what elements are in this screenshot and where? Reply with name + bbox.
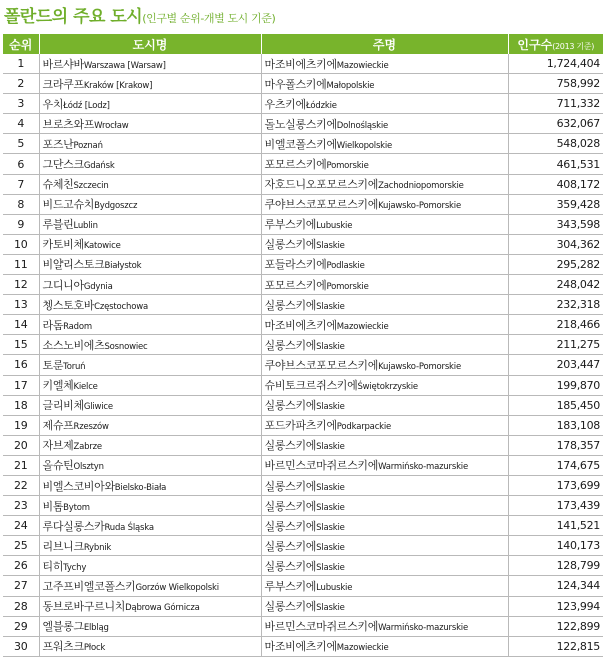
population-cell: 174,675	[508, 455, 603, 475]
city-name-ko: 비드고슈치	[42, 198, 95, 212]
province-name-en: Slaskie	[316, 542, 345, 553]
population-cell: 122,899	[508, 616, 603, 636]
city-name-en: Dąbrowa Górnicza	[125, 603, 200, 614]
city-cell	[39, 375, 261, 395]
city-name-en: Kielce	[73, 382, 98, 393]
province-name-ko: 쿠야브스코포모르스키에	[264, 198, 379, 212]
city-name-en: Elbląg	[83, 623, 109, 634]
rank-cell: 4	[3, 114, 39, 134]
population-cell: 140,173	[508, 536, 603, 556]
city-name-ko: 토룬	[42, 358, 64, 372]
province-name-en: Slaskie	[316, 502, 345, 513]
population-cell: 359,428	[508, 194, 603, 214]
province-name-en: Slaskie	[316, 603, 345, 614]
city-name-ko: 라돔	[42, 318, 64, 332]
city-cell	[39, 616, 261, 636]
city-name-ko: 크라쿠프	[42, 77, 84, 91]
population-cell: 173,439	[508, 496, 603, 516]
province-cell	[261, 94, 508, 114]
city-cell	[39, 576, 261, 596]
population-cell: 1,724,404	[508, 54, 603, 74]
province-name-en: Slaskie	[316, 562, 345, 573]
province-name-ko: 포모르스키에	[264, 278, 327, 292]
rank-cell: 15	[3, 335, 39, 355]
province-name-en: Warmińsko-mazurskie	[378, 623, 468, 634]
table-row	[3, 435, 603, 455]
rank-cell: 25	[3, 536, 39, 556]
rank-cell: 11	[3, 254, 39, 274]
province-cell	[261, 475, 508, 495]
title-subtitle: (인구별 순위-개별 도시 기준)	[142, 12, 276, 25]
population-cell: 632,067	[508, 114, 603, 134]
province-cell	[261, 496, 508, 516]
city-name-ko: 엘블롱그	[42, 620, 84, 634]
province-name-ko: 포들라스키에	[264, 258, 327, 272]
city-name-en: Katowice	[83, 241, 121, 252]
province-cell	[261, 154, 508, 174]
rank-cell: 18	[3, 395, 39, 415]
table-row	[3, 616, 603, 636]
province-name-ko: 실롱스키에	[264, 298, 317, 312]
province-name-en: Małopolskie	[326, 80, 375, 91]
province-name-ko: 실롱스키에	[264, 338, 317, 352]
population-cell: 128,799	[508, 556, 603, 576]
city-name-ko: 비엘스코비아와	[42, 479, 115, 493]
rank-cell: 28	[3, 596, 39, 616]
rank-cell: 24	[3, 516, 39, 536]
city-name-ko: 그디니아	[42, 278, 84, 292]
table-row	[3, 154, 603, 174]
table-row	[3, 214, 603, 234]
city-cell	[39, 54, 261, 74]
city-cell	[39, 415, 261, 435]
city-name-en: Rybnik	[83, 542, 112, 553]
rank-cell: 21	[3, 455, 39, 475]
rank-cell: 10	[3, 234, 39, 254]
population-cell: 343,598	[508, 214, 603, 234]
header-city: 도시명	[39, 34, 261, 54]
table-row	[3, 516, 603, 536]
province-name-ko: 실롱스키에	[264, 559, 317, 573]
table-row	[3, 455, 603, 475]
rank-cell: 6	[3, 154, 39, 174]
city-name-ko: 비얄리스토크	[42, 258, 105, 272]
city-cell	[39, 315, 261, 335]
province-name-ko: 슈비토크르쥐스키에	[264, 379, 358, 393]
city-name-ko: 고주프비엘코폴스키	[42, 579, 136, 593]
province-name-ko: 실롱스키에	[264, 539, 317, 553]
province-name-ko: 루부스키에	[264, 579, 317, 593]
city-cell	[39, 74, 261, 94]
province-name-en: Dolnośląskie	[336, 120, 389, 131]
city-name-ko: 비톰	[42, 499, 64, 513]
province-name-ko: 비엘코폴스키에	[264, 137, 337, 151]
population-cell: 183,108	[508, 415, 603, 435]
city-name-en: Olsztyn	[73, 462, 104, 473]
province-cell	[261, 616, 508, 636]
population-cell: 173,699	[508, 475, 603, 495]
table-row	[3, 415, 603, 435]
table-row	[3, 556, 603, 576]
province-name-ko: 포드카파츠키에	[264, 419, 337, 433]
city-cell	[39, 94, 261, 114]
province-cell	[261, 275, 508, 295]
province-cell	[261, 375, 508, 395]
rank-cell: 8	[3, 194, 39, 214]
city-name-en: Toruń	[63, 361, 86, 372]
city-cell	[39, 114, 261, 134]
population-cell: 185,450	[508, 395, 603, 415]
city-name-en: Bydgoszcz	[94, 201, 138, 212]
table-row	[3, 576, 603, 596]
province-cell	[261, 395, 508, 415]
population-cell: 295,282	[508, 254, 603, 274]
population-cell: 178,357	[508, 435, 603, 455]
province-cell	[261, 536, 508, 556]
city-name-en: Łódź [Lodz]	[63, 100, 110, 111]
city-cell	[39, 496, 261, 516]
city-name-ko: 키엘체	[42, 379, 74, 393]
province-name-ko: 실롱스키에	[264, 439, 317, 453]
table-row	[3, 54, 603, 74]
province-cell	[261, 335, 508, 355]
city-ranking-table	[3, 34, 603, 657]
rank-cell: 12	[3, 275, 39, 295]
city-name-en: Lublin	[73, 221, 98, 232]
city-cell	[39, 355, 261, 375]
city-cell	[39, 516, 261, 536]
rank-cell: 7	[3, 174, 39, 194]
city-name-en: Wrocław	[94, 120, 129, 131]
table-row	[3, 496, 603, 516]
city-name-en: Bytom	[63, 502, 90, 513]
table-row	[3, 636, 603, 656]
province-name-ko: 쿠야브스코포모르스키에	[264, 358, 379, 372]
city-name-ko: 그단스크	[42, 158, 84, 172]
population-cell: 122,815	[508, 636, 603, 656]
rank-cell: 9	[3, 214, 39, 234]
table-body	[3, 54, 603, 656]
province-name-en: Podkarpackie	[336, 422, 392, 433]
header-population	[508, 34, 603, 54]
rank-cell: 13	[3, 295, 39, 315]
city-name-en: Poznań	[73, 140, 103, 151]
table-row	[3, 275, 603, 295]
province-name-en: Kujawsko-Pomorskie	[378, 201, 461, 212]
rank-cell: 30	[3, 636, 39, 656]
city-name-en: Ruda Śląska	[104, 522, 154, 533]
province-cell	[261, 455, 508, 475]
province-name-ko: 바르민스코마쥐르스키에	[264, 459, 379, 473]
city-cell	[39, 636, 261, 656]
province-name-en: Pomorskie	[326, 161, 369, 172]
province-name-ko: 마우폴스키에	[264, 77, 327, 91]
page-title	[4, 2, 275, 32]
province-cell	[261, 194, 508, 214]
population-cell: 304,362	[508, 234, 603, 254]
population-cell: 211,275	[508, 335, 603, 355]
table-row	[3, 375, 603, 395]
province-name-ko: 루부스키에	[264, 218, 317, 232]
province-name-en: Świętokrzyskie	[357, 382, 418, 393]
province-cell	[261, 114, 508, 134]
province-name-en: Mazowieckie	[336, 643, 389, 654]
city-cell	[39, 395, 261, 415]
rank-cell: 5	[3, 134, 39, 154]
city-cell	[39, 134, 261, 154]
province-name-en: Mazowieckie	[336, 321, 389, 332]
province-cell	[261, 636, 508, 656]
population-cell: 758,992	[508, 74, 603, 94]
city-name-en: Białystok	[104, 261, 142, 272]
city-name-en: Sosnowiec	[104, 341, 148, 352]
population-cell: 548,028	[508, 134, 603, 154]
city-name-en: Bielsko-Biała	[114, 482, 167, 493]
province-name-ko: 바르민스코마쥐르스키에	[264, 620, 379, 634]
rank-cell: 14	[3, 315, 39, 335]
city-cell	[39, 254, 261, 274]
rank-cell: 26	[3, 556, 39, 576]
city-name-en: Gorzów Wielkopolski	[135, 582, 219, 593]
table-row	[3, 74, 603, 94]
province-name-en: Lubuskie	[316, 582, 353, 593]
rank-cell: 1	[3, 54, 39, 74]
province-cell	[261, 355, 508, 375]
province-name-ko: 실롱스키에	[264, 519, 317, 533]
population-cell: 218,466	[508, 315, 603, 335]
population-cell: 124,344	[508, 576, 603, 596]
table-row	[3, 194, 603, 214]
table-row	[3, 114, 603, 134]
province-name-en: Łódzkie	[305, 100, 337, 111]
city-cell	[39, 194, 261, 214]
province-cell	[261, 74, 508, 94]
population-cell: 408,172	[508, 174, 603, 194]
province-name-en: Slaskie	[316, 482, 345, 493]
city-cell	[39, 455, 261, 475]
province-cell	[261, 516, 508, 536]
province-cell	[261, 315, 508, 335]
city-name-en: Rzeszów	[73, 422, 109, 433]
province-name-en: Mazowieckie	[336, 60, 389, 71]
province-name-en: Slaskie	[316, 241, 345, 252]
province-cell	[261, 174, 508, 194]
province-name-ko: 포모르스키에	[264, 158, 327, 172]
table-row	[3, 174, 603, 194]
rank-cell: 20	[3, 435, 39, 455]
table-row	[3, 295, 603, 315]
city-cell	[39, 435, 261, 455]
province-name-en: Kujawsko-Pomorskie	[378, 361, 461, 372]
table-row	[3, 395, 603, 415]
population-cell: 461,531	[508, 154, 603, 174]
header-rank: 순위	[3, 34, 39, 54]
header-population-note: (2013 기준)	[552, 41, 595, 51]
city-name-en: Gdańsk	[83, 161, 115, 172]
city-name-ko: 동브로바구르니치	[42, 600, 126, 614]
province-cell	[261, 254, 508, 274]
table-row	[3, 335, 603, 355]
province-name-en: Wielkopolskie	[336, 140, 393, 151]
city-cell	[39, 234, 261, 254]
table-header-row	[3, 34, 603, 54]
population-cell: 232,318	[508, 295, 603, 315]
city-name-ko: 루다실롱스카	[42, 519, 105, 533]
city-cell	[39, 556, 261, 576]
table-row	[3, 234, 603, 254]
city-name-ko: 리브니크	[42, 539, 84, 553]
city-cell	[39, 295, 261, 315]
rank-cell: 22	[3, 475, 39, 495]
province-name-ko: 실롱스키에	[264, 399, 317, 413]
city-name-en: Kraków [Krakow]	[83, 80, 153, 91]
rank-cell: 19	[3, 415, 39, 435]
province-name-ko: 마조비에츠키에	[264, 640, 337, 654]
population-cell: 203,447	[508, 355, 603, 375]
rank-cell: 16	[3, 355, 39, 375]
province-name-en: Slaskie	[316, 301, 345, 312]
province-name-ko: 실롱스키에	[264, 499, 317, 513]
header-population-label: 인구수	[517, 37, 553, 52]
population-cell: 248,042	[508, 275, 603, 295]
city-cell	[39, 596, 261, 616]
city-cell	[39, 275, 261, 295]
rank-cell: 3	[3, 94, 39, 114]
city-name-en: Częstochowa	[94, 301, 148, 312]
province-name-ko: 실롱스키에	[264, 600, 317, 614]
city-name-ko: 루블린	[42, 218, 74, 232]
city-name-ko: 글리비체	[42, 399, 84, 413]
table-row	[3, 254, 603, 274]
rank-cell: 27	[3, 576, 39, 596]
city-name-ko: 티히	[42, 559, 64, 573]
city-cell	[39, 536, 261, 556]
city-name-en: Tychy	[63, 562, 87, 573]
province-cell	[261, 415, 508, 435]
province-name-en: Zachodniopomorskie	[378, 181, 464, 192]
city-name-ko: 프워츠크	[42, 640, 84, 654]
city-name-ko: 카토비체	[42, 238, 84, 252]
province-cell	[261, 54, 508, 74]
rank-cell: 17	[3, 375, 39, 395]
province-name-ko: 마조비에츠키에	[264, 318, 337, 332]
city-name-ko: 슈체친	[42, 178, 74, 192]
province-name-ko: 실롱스키에	[264, 238, 317, 252]
table-row	[3, 596, 603, 616]
rank-cell: 23	[3, 496, 39, 516]
table-row	[3, 355, 603, 375]
province-name-en: Lubuskie	[316, 221, 353, 232]
rank-cell: 29	[3, 616, 39, 636]
city-cell	[39, 174, 261, 194]
table-row	[3, 315, 603, 335]
province-name-en: Pomorskie	[326, 281, 369, 292]
province-cell	[261, 435, 508, 455]
population-cell: 711,332	[508, 94, 603, 114]
province-name-en: Slaskie	[316, 341, 345, 352]
province-cell	[261, 134, 508, 154]
province-cell	[261, 214, 508, 234]
city-name-ko: 쳉스토호바	[42, 298, 95, 312]
province-name-en: Slaskie	[316, 442, 345, 453]
province-cell	[261, 234, 508, 254]
table-row	[3, 536, 603, 556]
city-name-en: Płock	[83, 643, 106, 654]
city-name-ko: 자브제	[42, 439, 74, 453]
city-name-ko: 우치	[42, 97, 64, 111]
city-name-ko: 포즈난	[42, 137, 74, 151]
rank-cell: 2	[3, 74, 39, 94]
city-cell	[39, 214, 261, 234]
province-name-en: Podlaskie	[326, 261, 365, 272]
city-name-ko: 바르샤바	[42, 57, 84, 71]
city-name-en: Zabrze	[73, 442, 102, 453]
province-name-ko: 마조비에츠키에	[264, 57, 337, 71]
table-row	[3, 475, 603, 495]
city-name-ko: 소스노비에츠	[42, 338, 105, 352]
city-name-en: Szczecin	[73, 181, 109, 192]
city-name-ko: 브로츠와프	[42, 117, 95, 131]
city-name-en: Gliwice	[83, 402, 113, 413]
city-cell	[39, 475, 261, 495]
province-name-en: Slaskie	[316, 402, 345, 413]
province-cell	[261, 295, 508, 315]
province-cell	[261, 576, 508, 596]
title-main: 폴란드의 주요 도시	[4, 7, 143, 27]
province-name-ko: 우츠키에	[264, 97, 306, 111]
province-cell	[261, 556, 508, 576]
city-name-ko: 제슈프	[42, 419, 74, 433]
city-name-en: Gdynia	[83, 281, 113, 292]
city-name-ko: 올슈틴	[42, 459, 74, 473]
population-cell: 123,994	[508, 596, 603, 616]
province-name-en: Slaskie	[316, 522, 345, 533]
header-province: 주명	[261, 34, 508, 54]
city-cell	[39, 154, 261, 174]
province-name-ko: 자호드니오포모르스키에	[264, 178, 379, 192]
table-row	[3, 134, 603, 154]
province-name-ko: 돌노실롱스키에	[264, 117, 337, 131]
city-name-en: Warszawa [Warsaw]	[83, 60, 166, 71]
population-cell: 141,521	[508, 516, 603, 536]
city-cell	[39, 335, 261, 355]
city-name-en: Radom	[63, 321, 92, 332]
province-cell	[261, 596, 508, 616]
province-name-en: Warmińsko-mazurskie	[378, 462, 468, 473]
population-cell: 199,870	[508, 375, 603, 395]
table-row	[3, 94, 603, 114]
province-name-ko: 실롱스키에	[264, 479, 317, 493]
